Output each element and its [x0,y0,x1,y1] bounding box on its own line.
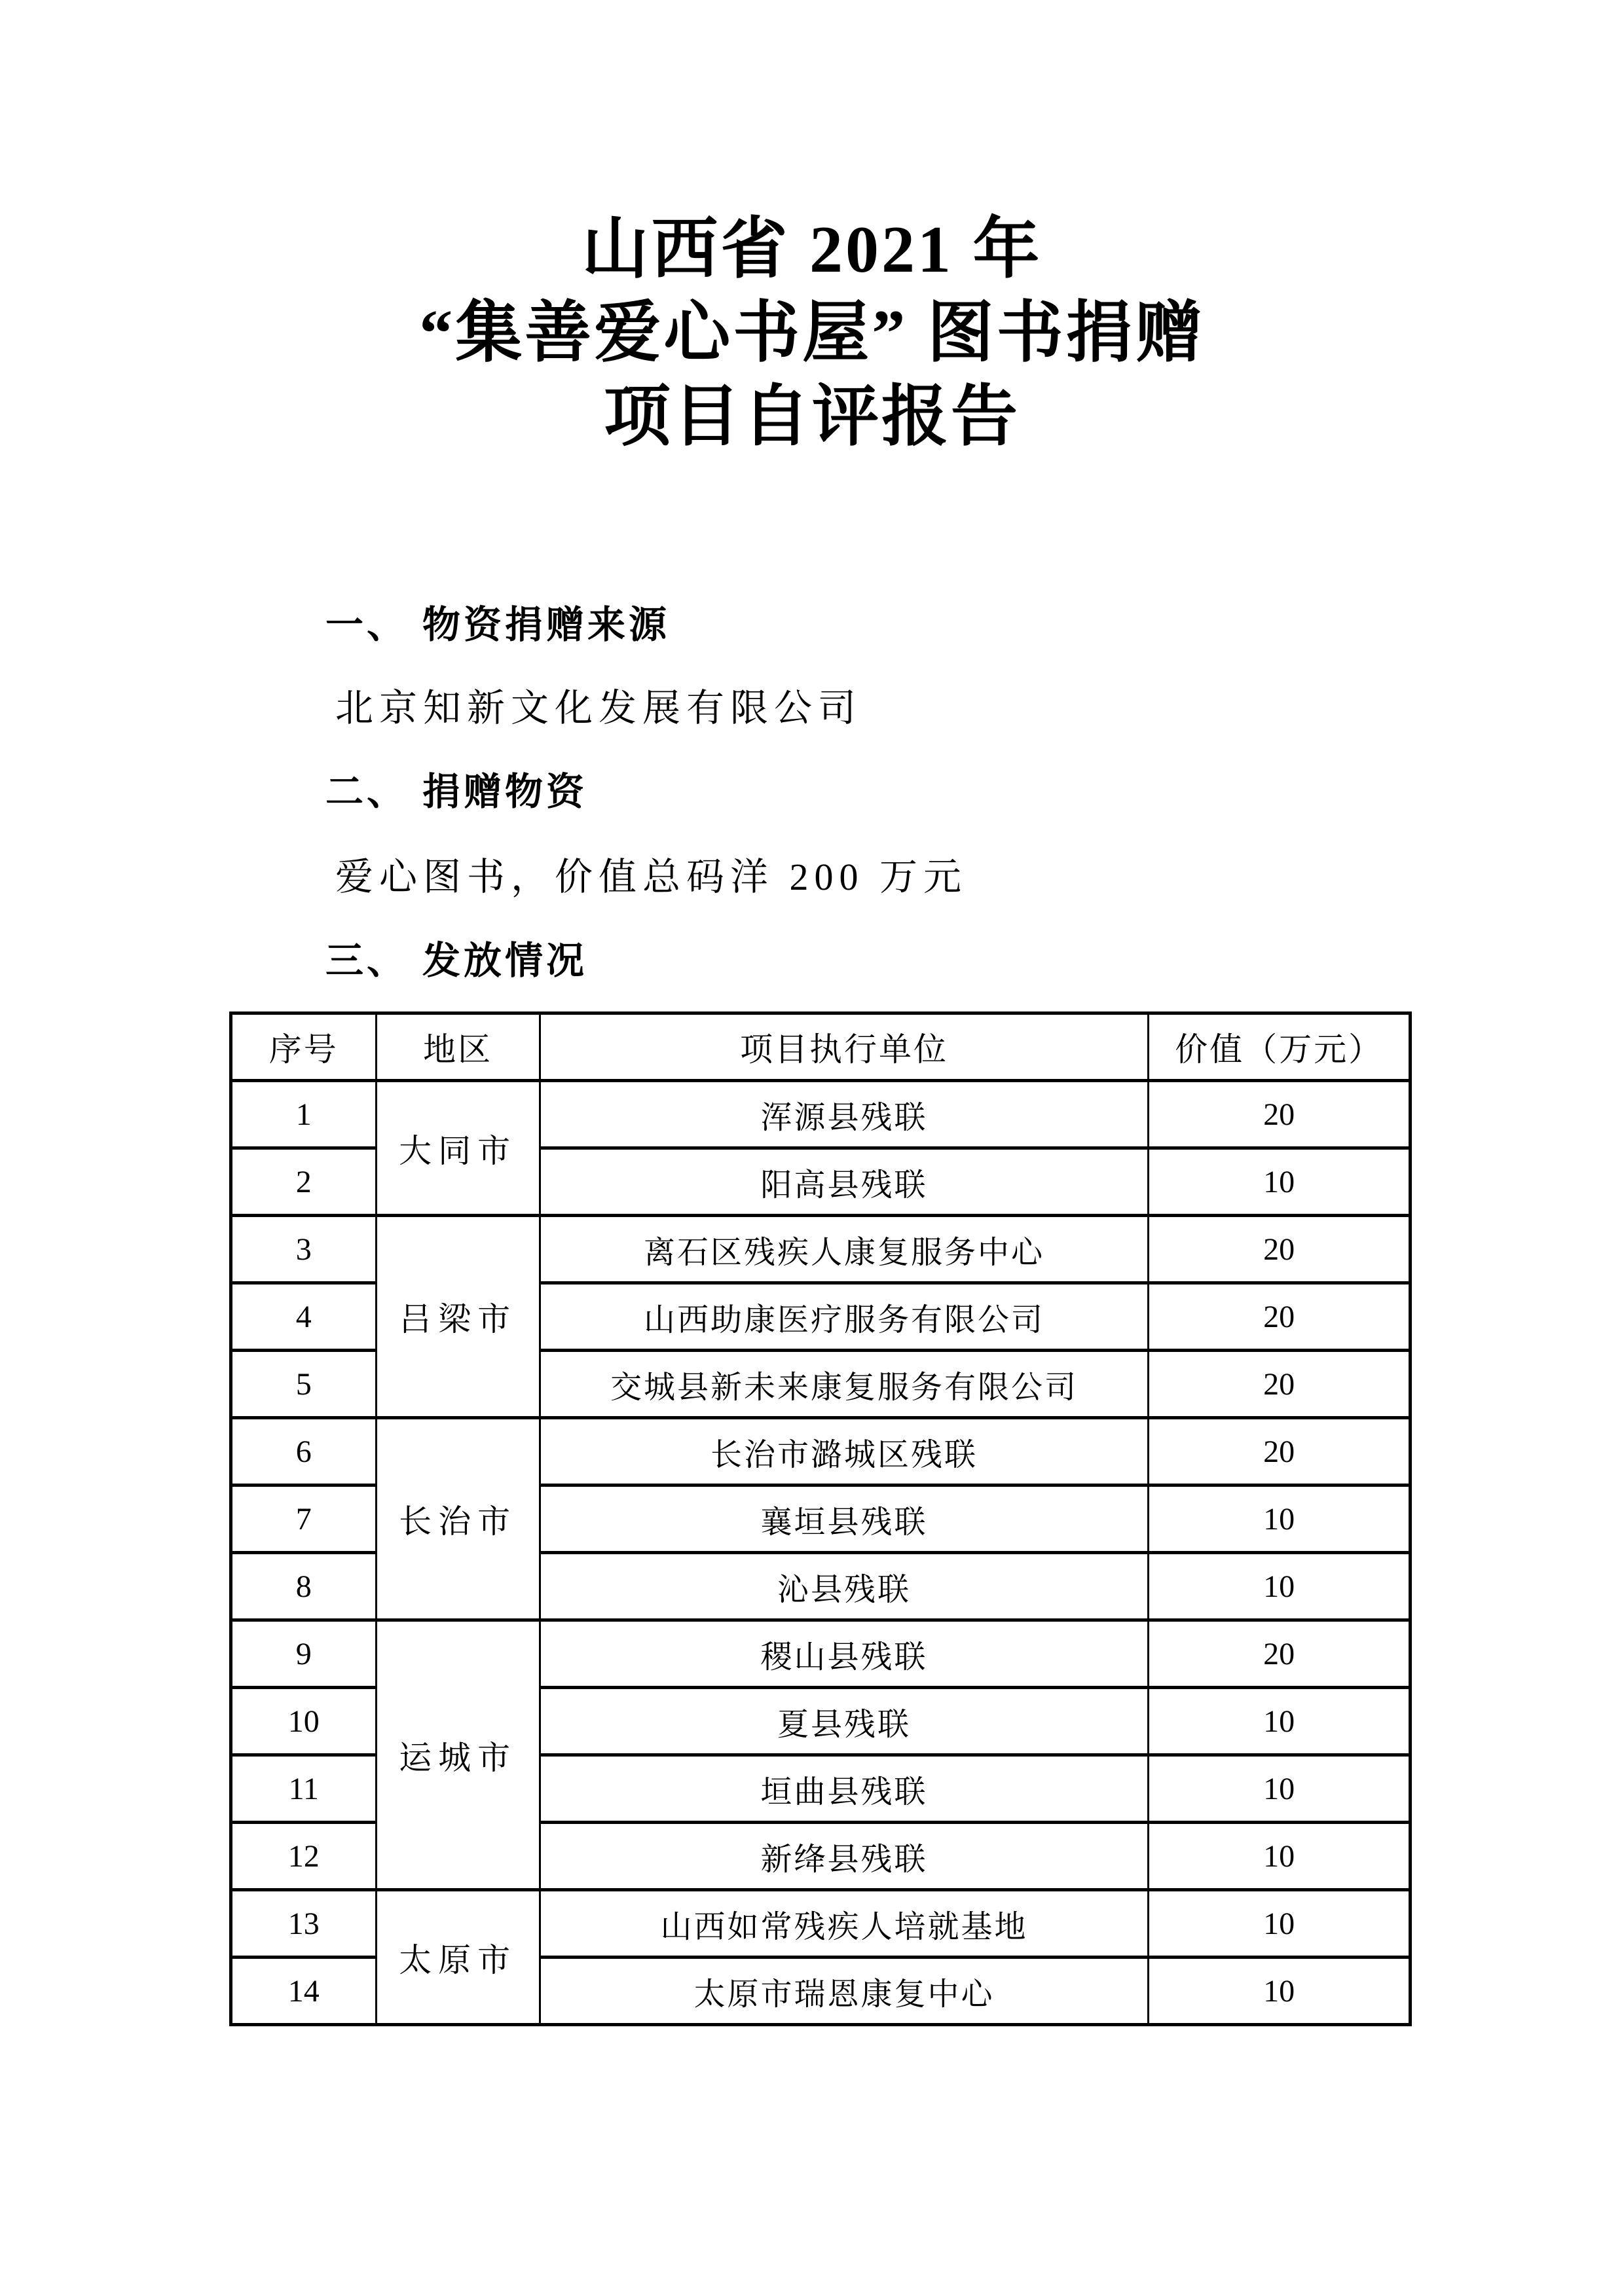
cell-value: 20 [1149,1620,1411,1688]
table-row [231,1890,1411,1958]
cell-value: 10 [1149,1958,1411,2025]
cell-no: 8 [231,1553,377,1620]
cell-value: 10 [1149,1485,1411,1553]
title-line-2: “集善爱心书屋” 图书捐赠 [419,297,1205,371]
document-title [0,208,1624,460]
section-3-heading [325,939,587,983]
cell-value: 10 [1149,1553,1411,1620]
cell-value: 20 [1149,1351,1411,1418]
section-2-title: 捐赠物资 [422,771,588,813]
cell-unit: 新绛县残联 [540,1823,1148,1890]
section-2-number: 二、 [325,771,409,813]
cell-no: 7 [231,1485,377,1553]
cell-no: 14 [231,1958,377,2025]
section-1-heading [325,604,670,647]
title-line-3: 项目自评报告 [604,380,1020,454]
cell-no: 4 [231,1283,377,1351]
cell-value: 10 [1149,1148,1411,1216]
cell-region: 长治市 [376,1418,540,1620]
table-row [231,1216,1411,1283]
cell-no: 9 [231,1620,377,1688]
section-1-number: 一、 [325,604,409,646]
table-row [231,1418,1411,1485]
cell-value: 20 [1149,1418,1411,1485]
cell-no: 13 [231,1890,377,1958]
section-2-heading [325,771,587,814]
table-row [231,1081,1411,1148]
cell-region: 太原市 [376,1890,540,2025]
cell-value: 20 [1149,1081,1411,1148]
cell-value: 20 [1149,1283,1411,1351]
cell-unit: 阳高县残联 [540,1148,1148,1216]
cell-unit: 山西如常残疾人培就基地 [540,1890,1148,1958]
section-2-body: 爱心图书，价值总码洋 200 万元 [335,856,968,898]
cell-no: 6 [231,1418,377,1485]
table-row [231,1620,1411,1688]
cell-unit: 太原市瑞恩康复中心 [540,1958,1148,2025]
cell-no: 11 [231,1755,377,1823]
header-no: 序号 [231,1013,377,1081]
cell-value: 10 [1149,1890,1411,1958]
cell-unit: 浑源县残联 [540,1081,1148,1148]
cell-region: 大同市 [376,1081,540,1216]
cell-unit: 交城县新未来康复服务有限公司 [540,1351,1148,1418]
cell-unit: 垣曲县残联 [540,1755,1148,1823]
cell-region: 吕梁市 [376,1216,540,1418]
cell-unit: 沁县残联 [540,1553,1148,1620]
cell-value: 10 [1149,1688,1411,1755]
title-line-1: 山西省 2021 年 [581,213,1043,287]
section-3-title: 发放情况 [422,939,588,982]
cell-unit: 襄垣县残联 [540,1485,1148,1553]
cell-no: 12 [231,1823,377,1890]
cell-no: 1 [231,1081,377,1148]
section-3-number: 三、 [325,939,409,982]
cell-region: 运城市 [376,1620,540,1890]
cell-unit: 长治市潞城区残联 [540,1418,1148,1485]
section-1-title: 物资捐赠来源 [422,604,671,646]
cell-unit: 离石区残疾人康复服务中心 [540,1216,1148,1283]
cell-value: 10 [1149,1823,1411,1890]
header-value: 价值（万元） [1149,1013,1411,1081]
table-header-row [231,1013,1411,1081]
cell-no: 10 [231,1688,377,1755]
cell-unit: 夏县残联 [540,1688,1148,1755]
cell-unit: 稷山县残联 [540,1620,1148,1688]
header-region: 地区 [376,1013,540,1081]
section-1-body: 北京知新文化发展有限公司 [335,687,862,729]
cell-no: 2 [231,1148,377,1216]
header-unit: 项目执行单位 [540,1013,1148,1081]
cell-unit: 山西助康医疗服务有限公司 [540,1283,1148,1351]
cell-value: 20 [1149,1216,1411,1283]
cell-value: 10 [1149,1755,1411,1823]
cell-no: 5 [231,1351,377,1418]
cell-no: 3 [231,1216,377,1283]
distribution-table [229,1011,1412,2026]
